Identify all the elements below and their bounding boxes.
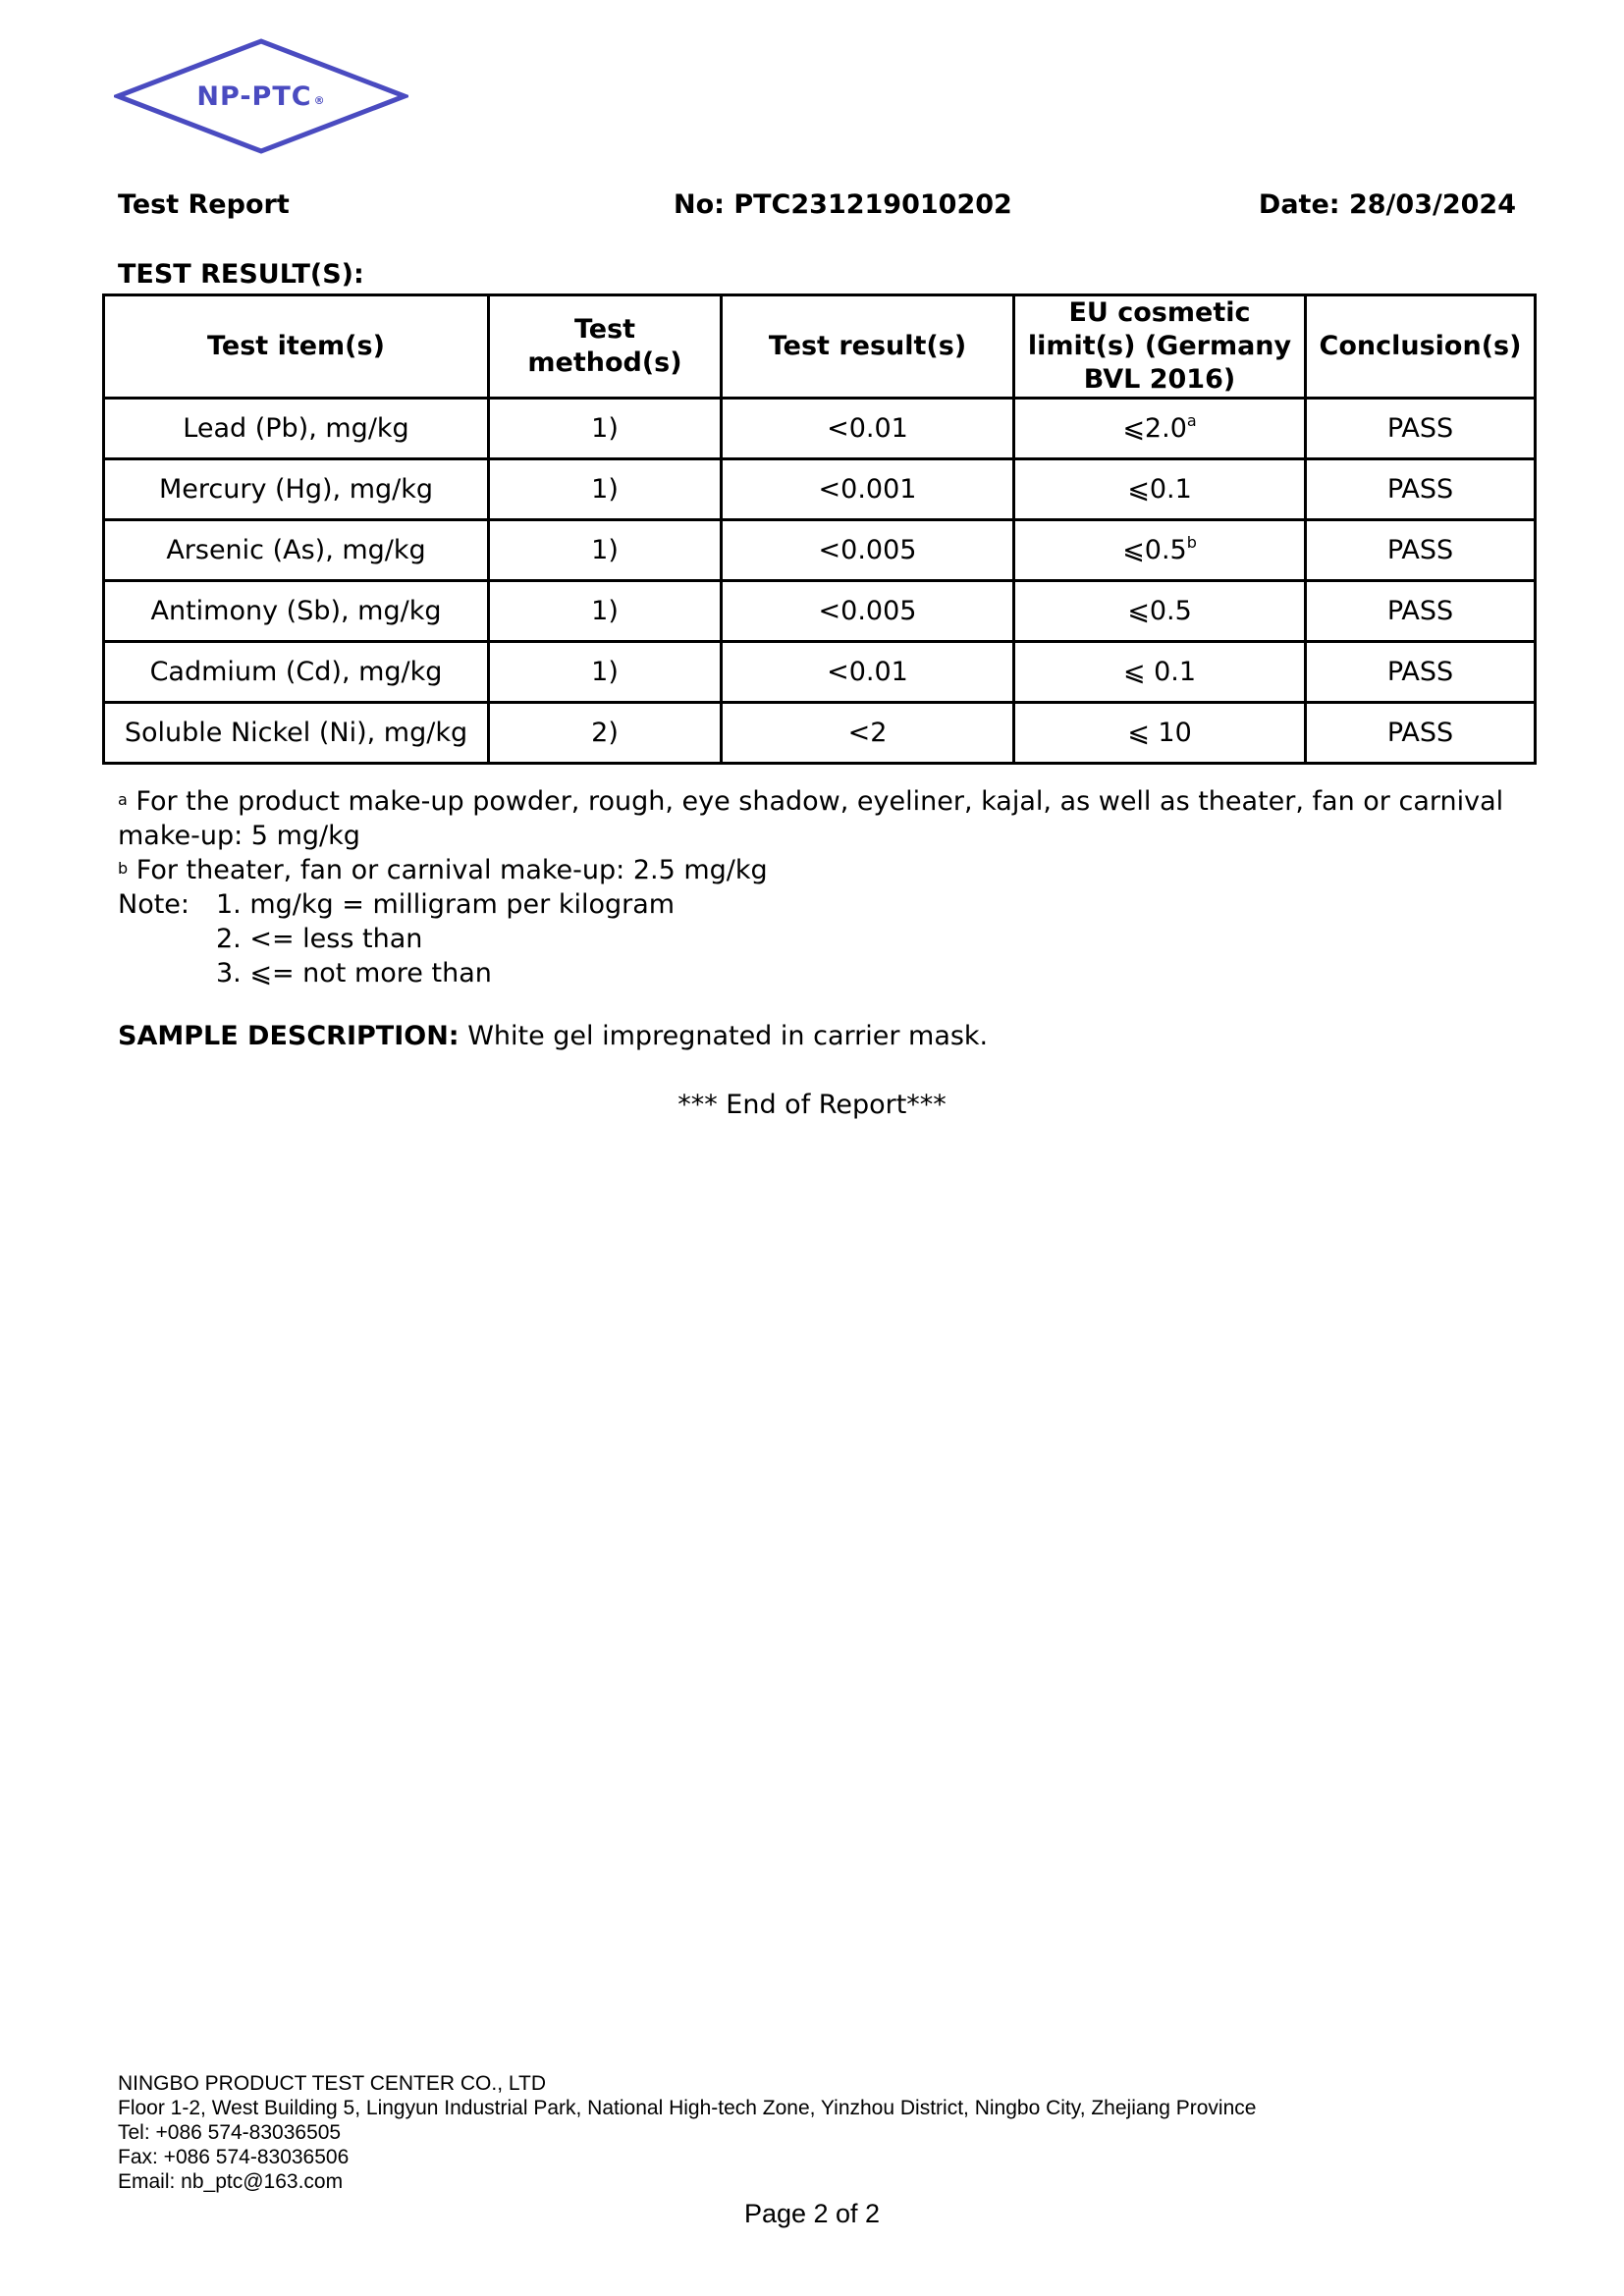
end-of-report: *** End of Report*** [677,1090,947,1120]
logo-text: NP-PTC ® [196,80,326,112]
cell-result: <0.01 [722,399,1014,459]
footer-address: Floor 1-2, West Building 5, Lingyun Industrial Park, National High-tech Zone, Yinzhou District, Ningbo City, Zhejiang Province [118,2097,1257,2119]
cell-conclusion: PASS [1306,399,1536,459]
table-row [104,520,1536,581]
cell-result: <0.005 [722,520,1014,581]
cell-method: 1) [489,520,722,581]
cell-result: <2 [722,703,1014,764]
cell-limit: ⩽0.1 [1014,459,1306,520]
cell-limit: ⩽ 0.1 [1014,642,1306,703]
footer-email: Email: nb_ptc@163.com [118,2170,344,2193]
footer-fax: Fax: +086 574-83036506 [118,2146,350,2168]
cell-method: 1) [489,642,722,703]
notes [118,887,675,990]
report-number: No: PTC231219010202 [674,189,1012,220]
cell-item: Mercury (Hg), mg/kg [104,459,489,520]
cell-method: 2) [489,703,722,764]
cell-item: Antimony (Sb), mg/kg [104,581,489,642]
footer-tel: Tel: +086 574-83036505 [118,2121,342,2144]
cell-method: 1) [489,459,722,520]
cell-result: <0.01 [722,642,1014,703]
cell-limit: ⩽0.5$^b$ [1014,520,1306,581]
cell-item: Cadmium (Cd), mg/kg [104,642,489,703]
table-row [104,581,1536,642]
table-row [104,642,1536,703]
cell-conclusion: PASS [1306,642,1536,703]
cell-conclusion: PASS [1306,581,1536,642]
cell-limit: ⩽0.5 [1014,581,1306,642]
sample-label: SAMPLE DESCRIPTION: [118,1021,460,1051]
cell-item: Arsenic (As), mg/kg [104,520,489,581]
table-header-row [104,295,1536,399]
cell-result: <0.001 [722,459,1014,520]
header-conclusion: Conclusion(s) [1306,295,1536,399]
note-item: 2. <= less than [216,924,423,954]
cell-conclusion: PASS [1306,703,1536,764]
results-table [102,294,1537,765]
footer-company: NINGBO PRODUCT TEST CENTER CO., LTD [118,2072,546,2095]
report-title: Test Report [118,189,290,220]
cell-method: 1) [489,399,722,459]
table-row [104,459,1536,520]
table-row [104,399,1536,459]
cell-conclusion: PASS [1306,459,1536,520]
footer [118,2071,1256,2194]
header-test-method: Test method(s) [489,295,722,399]
cell-item: Soluble Nickel (Ni), mg/kg [104,703,489,764]
cell-limit: ⩽ 10 [1014,703,1306,764]
header-test-item: Test item(s) [104,295,489,399]
cell-result: <0.005 [722,581,1014,642]
sample-description [118,1021,988,1051]
cell-conclusion: PASS [1306,520,1536,581]
page-number: Page 2 of 2 [743,2199,881,2228]
cell-method: 1) [489,581,722,642]
notes-label: Note: [118,889,190,920]
company-logo [114,37,408,155]
footnote-b: $^b$ For theater, fan or carnival make-up: 2.5 mg/kg [118,855,768,885]
table-row [104,703,1536,764]
footnote-a-continued: make-up: 5 mg/kg [118,821,360,851]
note-item: 1. mg/kg = milligram per kilogram [216,889,676,920]
header-test-result: Test result(s) [722,295,1014,399]
section-title: TEST RESULT(S): [118,259,364,290]
cell-limit: ⩽2.0$^a$ [1014,399,1306,459]
note-item: 3. ⩽= not more than [216,958,492,988]
footnote-a: $^a$ For the product make-up powder, rough, eye shadow, eyeliner, kajal, as well as theater, fan or carnival [118,786,1504,817]
header-eu-limit: EU cosmetic limit(s) (Germany BVL 2016) [1014,295,1306,399]
cell-item: Lead (Pb), mg/kg [104,399,489,459]
report-date: Date: 28/03/2024 [1258,189,1516,220]
sample-text: White gel impregnated in carrier mask. [467,1021,989,1051]
